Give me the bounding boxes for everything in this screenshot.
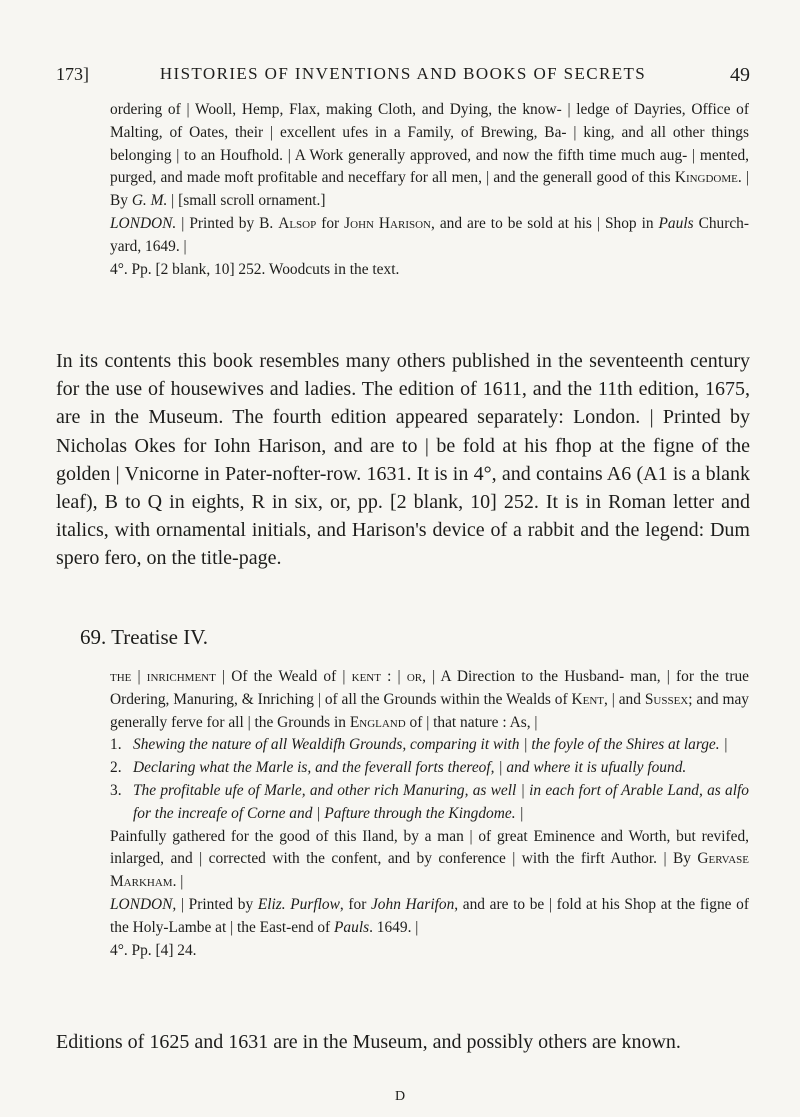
entry-title-continuation: ordering of | Wooll, Hemp, Flax, making Cloth, and Dying, the know- | ledge of Dayries, Office of Malting, of Oates, their | excellent ufes in a Family, of Brewing, Ba- | king, and all other things belonging | to an Houfhold. | A Work generally approved, and now the fifth time much aug- | mented, purged, and made moft profitable and neceffary for all men, | and the generall good of this Kingdome. | By G. M. | [small scroll ornament.] [110,101,749,210]
closing-paragraph: Editions of 1625 and 1631 are in the Museum, and possibly others are known. [56,1031,681,1053]
treatise-contents-list [110,734,749,825]
list-item: 1. Shewing the nature of all Wealdifh Grounds, comparing it with | the foyle of the Shires at large. | [110,736,728,754]
section-heading: 69. Treatise IV. [80,625,208,649]
treatise-title: the | inrichment | Of the Weald of | kent : | or, | A Direction to the Husband- man, | for the true Ordering, Manuring, & Inriching | of all the Grounds within the Wealds of Kent, | and Sussex; and may generally ferve for all | the Grounds in England of | that nature : As, | [110,668,750,731]
page-reference: 173] [56,64,89,84]
treatise-authorship: Painfully gathered for the good of this Iland, by a man | of great Eminence and Worth, but revifed, inlarged, and | corrected with the confent, and by conference | with the firft Author. | By Gervase Markham. | [110,827,749,891]
entry-collation: 4°. Pp. [2 blank, 10] 252. Woodcuts in the text. [110,260,400,278]
page-number: 49 [730,64,750,86]
list-item: 2. Declaring what the Marle is, and the feverall forts thereof, | and where it is ufually found. [110,759,687,777]
bibliographic-entry-top [110,99,749,281]
main-paragraph: In its contents this book resembles many others published in the seventeenth century for the use of housewives and ladies. The edition of 1611, and the 11th edition, 1675, are in the Museum. The fourth edition appeared separately: London. | Printed by Nicholas Okes for Iohn Harison, and are to | be fold at his fhop at the figne of the golden | Vnicorne in Pater-nofter-row. 1631. It is in 4°, and contains A6 (A1 is a blank leaf), B to Q in eights, R in six, or, pp. [2 blank, 10] 252. It is in Roman letter and italics, with ornamental initials, and Harison's device of a rabbit and the legend: Dum spero fero, on the title-page. [56,350,750,570]
signature-mark: D [394,1089,406,1104]
running-title: HISTORIES OF INVENTIONS AND BOOKS OF SECRETS [159,64,647,83]
treatise-entry [110,666,749,962]
treatise-collation: 4°. Pp. [4] 24. [110,941,197,959]
treatise-imprint: LONDON, | Printed by Eliz. Purflow, for John Harifon, and are to be | fold at his Shop at the figne of the Holy-Lambe at | the East-end of Pauls. 1649. | [110,895,749,936]
entry-imprint: LONDON. | Printed by B. Alsop for John Harison, and are to be sold at his | Shop in Pauls Church-yard, 1649. | [110,214,750,255]
running-header [56,62,750,92]
list-item: 3. The profitable ufe of Marle, and other rich Manuring, as well | in each fort of Arable Land, as alfo for the increafe of Corne and | Pafture through the Kingdome. | [110,781,749,822]
